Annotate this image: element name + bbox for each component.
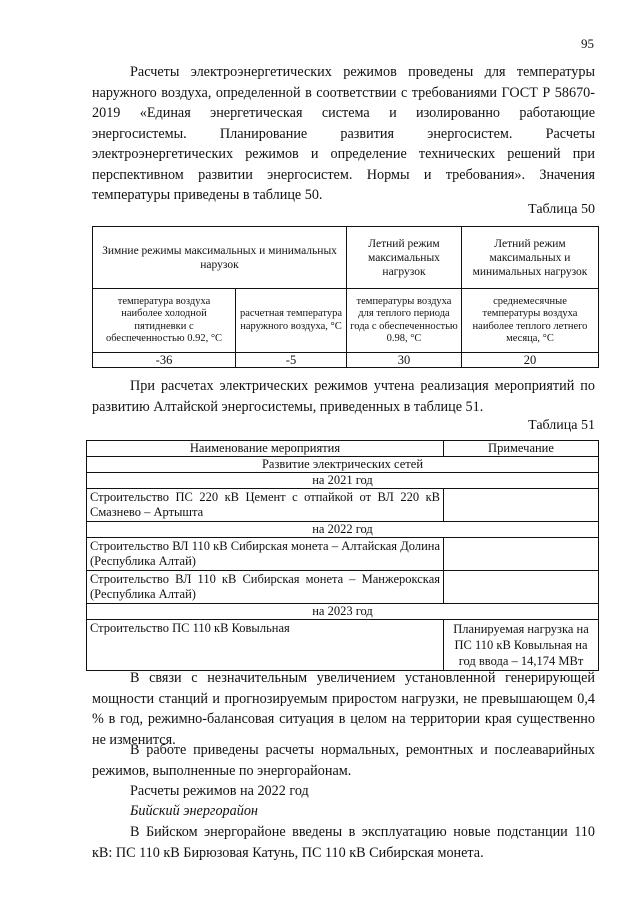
table-50-caption: Таблица 50 bbox=[528, 202, 595, 217]
table-51-note-empty bbox=[444, 538, 599, 571]
table-50-header-summer-minmax: Летний режим максимальных и минимальных нагрузок bbox=[462, 227, 599, 289]
table-50-value: -5 bbox=[236, 353, 347, 368]
table-51-section: Развитие электрических сетей bbox=[87, 457, 599, 473]
table-51-note-empty bbox=[444, 571, 599, 604]
table-51-header-name: Наименование мероприятия bbox=[87, 441, 444, 457]
substations-paragraph: В Бийском энергорайоне введены в эксплуатацию новые подстанции 110 кВ: ПС 110 кВ Бирюзовая Катунь, ПС 110 кВ Сибирская монета. bbox=[92, 824, 595, 861]
table-51-caption: Таблица 51 bbox=[528, 418, 595, 433]
table-50-subheader-2: расчетная температура наружного воздуха, °С bbox=[236, 289, 347, 353]
table-51 bbox=[86, 440, 599, 671]
table-50-value: 30 bbox=[347, 353, 462, 368]
table-51-row: Строительство ВЛ 110 кВ Сибирская монета – Алтайская Долина (Республика Алтай) bbox=[87, 538, 444, 571]
table-50 bbox=[92, 226, 599, 368]
page-number: 95 bbox=[581, 36, 594, 51]
table-51-note-empty bbox=[444, 489, 599, 522]
table-51-year-2022: на 2022 год bbox=[87, 522, 599, 538]
capacity-paragraph: В связи с незначительным увеличением установленной генерирующей мощности станций и прогнозируемым приростом нагрузки, не превышающем 0,4 % в год, режимно-балансовая ситуация в целом на территории края существенно не изменится. bbox=[92, 670, 595, 748]
table-51-row: Строительство ПС 110 кВ Ковыльная bbox=[87, 620, 444, 671]
table-51-year-2021: на 2021 год bbox=[87, 473, 599, 489]
table-51-row: Строительство ПС 220 кВ Цемент с отпайкой от ВЛ 220 кВ Смазнево – Артышта bbox=[87, 489, 444, 522]
table-51-year-2023: на 2023 год bbox=[87, 604, 599, 620]
table-50-header-winter: Зимние режимы максимальных и минимальных нарузок bbox=[93, 227, 347, 289]
table-50-header-summer-max: Летний режим максимальных нагрузок bbox=[347, 227, 462, 289]
intro-paragraph: Расчеты электроэнергетических режимов проведены для температуры наружного воздуха, определенной в соответствии с требованиями ГОСТ Р 58670-2019 «Единая энергетическая система и изолированно работающие энергосистемы. Планирование развития энергосистем. Расчеты электроэнергетических режимов и определение технических решений при перспективном развитии энергосистем. Нормы и требования». Значения температуры приведены в таблице 50. bbox=[92, 64, 595, 203]
table-50-subheader-1: температура воздуха наиболее холодной пятидневки с обеспеченностью 0.92, °С bbox=[93, 289, 236, 353]
table-51-row: Строительство ВЛ 110 кВ Сибирская монета – Манжерокская (Республика Алтай) bbox=[87, 571, 444, 604]
table-50-value: 20 bbox=[462, 353, 599, 368]
year-heading: Расчеты режимов на 2022 год bbox=[130, 783, 309, 799]
table-50-subheader-4: среднемесячные температуры воздуха наиболее теплого летнего месяца, °С bbox=[462, 289, 599, 353]
district-heading: Бийский энергорайон bbox=[130, 803, 258, 819]
table-51-header-note: Примечание bbox=[444, 441, 599, 457]
table-50-value: -36 bbox=[93, 353, 236, 368]
regimes-paragraph: В работе приведены расчеты нормальных, ремонтных и послеаварийных режимов, выполненные по энергорайонам. bbox=[92, 742, 595, 779]
middle-paragraph: При расчетах электрических режимов учтена реализация мероприятий по развитию Алтайской энергосистемы, приведенных в таблице 51. bbox=[92, 378, 595, 415]
table-50-subheader-3: температуры воздуха для теплого периода года с обеспеченностью 0.98, °С bbox=[347, 289, 462, 353]
table-51-note: Планируемая нагрузка на ПС 110 кВ Ковыльная на год ввода – 14,174 МВт bbox=[444, 620, 599, 671]
